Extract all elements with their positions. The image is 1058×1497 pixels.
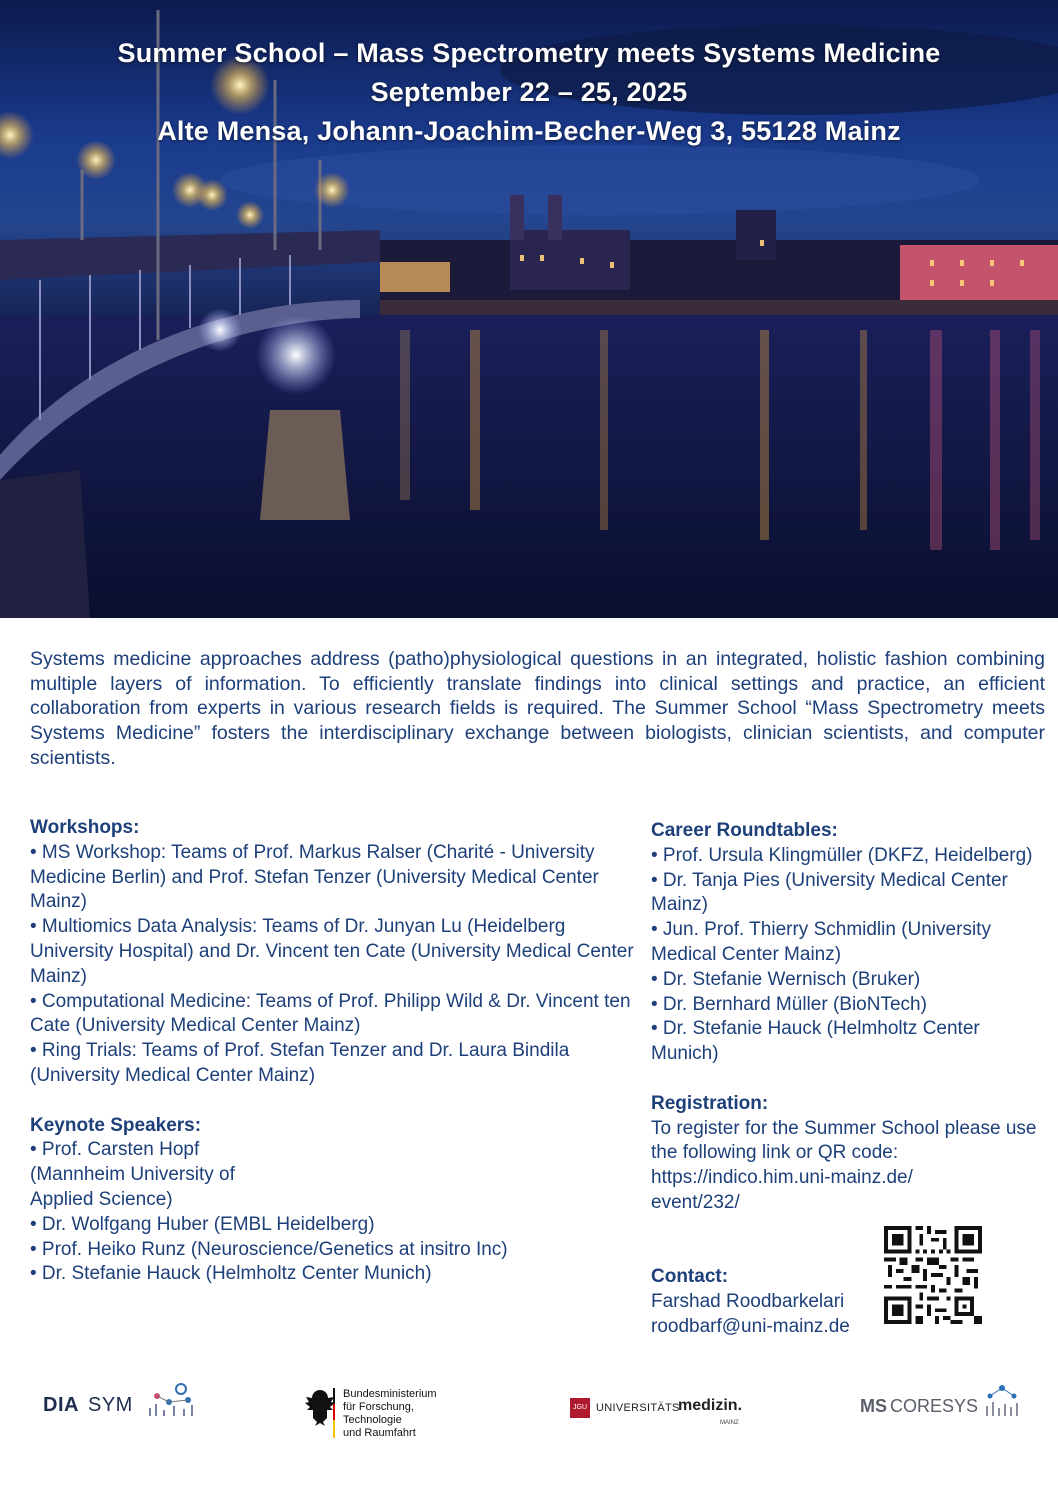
workshop-item: • Ring Trials: Teams of Prof. Stefan Tenzer and Dr. Laura Bindila (University Medical Center Mainz): [30, 1040, 570, 1086]
career-item: • Prof. Ursula Klingmüller (DKFZ, Heidelberg): [651, 844, 1033, 866]
bmftr-logo: [303, 1388, 473, 1438]
keynotes-heading: Keynote Speakers:: [30, 1114, 202, 1136]
church-tower-left: [510, 195, 524, 240]
career-heading: Career Roundtables:: [651, 820, 838, 841]
jgu-badge: JGU: [570, 1398, 590, 1418]
registration-link[interactable]: https://indico.him.uni-mainz.de/: [651, 1167, 913, 1189]
diasym-logo: DIA SYM: [43, 1382, 203, 1418]
career-item: • Jun. Prof. Thierry Schmidlin (University Medical Center Mainz): [651, 919, 991, 965]
career-item: • Dr. Bernhard Müller (BioNTech): [651, 993, 927, 1015]
bmftr-line1: Bundesministerium: [343, 1388, 437, 1400]
keynote-item: • Dr. Stefanie Hauck (Helmholtz Center Munich): [30, 1263, 432, 1285]
workshop-item: • Computational Medicine: Teams of Prof. Philipp Wild & Dr. Vincent ten Cate (University Medical Center Mainz): [30, 990, 631, 1037]
contact-email[interactable]: roodbarf@uni-mainz.de: [651, 1315, 850, 1337]
bridge-pier: [260, 410, 350, 520]
intro-paragraph: Systems medicine approaches address (patho)physiological questions in an integrated, holistic fashion combining multiple layers of information. To efficiently translate findings into clinical settings and practice, an efficient collaboration from experts in various research fields is required. The Summer School “Mass Spectrometry meets Systems Medicine” fosters the interdisciplinary exchange between biologists, clinician scientists, and computer scientists.: [30, 648, 1045, 769]
federal-eagle-icon: [303, 1388, 337, 1438]
keynote-item: • Dr. Wolfgang Huber (EMBL Heidelberg): [30, 1213, 375, 1235]
diasym-network-icon: [143, 1382, 198, 1418]
church-tower-right: [548, 195, 562, 240]
registration-heading: Registration:: [651, 1092, 769, 1114]
registration-link-cont[interactable]: event/232/: [651, 1191, 740, 1213]
career-item: • Dr. Stefanie Wernisch (Bruker): [651, 968, 921, 990]
workshop-item: • Multiomics Data Analysis: Teams of Dr. Junyan Lu (Heidelberg University Hospital) and Dr. Vincent ten Cate (University Medical Center Mainz): [30, 916, 634, 987]
contact-name: Farshad Roodbarkelari: [651, 1291, 845, 1313]
career-item: • Dr. Stefanie Hauck (Helmholtz Center Munich): [651, 1018, 980, 1065]
lit-palace: [900, 245, 1058, 300]
mscoresys-logo: MS CORESYS: [860, 1382, 1030, 1418]
bmftr-line3: und Raumfahrt: [343, 1427, 416, 1439]
hero-photo: [0, 0, 1058, 618]
event-dates: September 22 – 25, 2025: [370, 77, 688, 107]
bmftr-line2: für Forschung, Technologie: [343, 1401, 414, 1426]
unimedizin-mainz-logo: JGU UNIVERSITÄTS medizin. MAINZ: [570, 1398, 740, 1432]
keynote-item: • Prof. Carsten Hopf (Mannheim University of Applied Science): [30, 1139, 235, 1210]
keynote-item: • Prof. Heiko Runz (Neuroscience/Genetics at insitro Inc): [30, 1238, 508, 1260]
contact-heading: Contact:: [651, 1266, 729, 1288]
career-item: • Dr. Tanja Pies (University Medical Center Mainz): [651, 869, 1008, 916]
workshops-heading: Workshops:: [30, 817, 140, 838]
registration-text: To register for the Summer School please use the following link or QR code:: [651, 1117, 1037, 1164]
event-title: Summer School – Mass Spectrometry meets Systems Medicine: [117, 38, 941, 68]
registration-qr-code[interactable]: [882, 1226, 984, 1324]
left-column: [30, 816, 640, 1287]
workshop-item: • MS Workshop: Teams of Prof. Markus Ralser (Charité - University Medicine Berlin) and Prof. Stefan Tenzer (University Medical Center Mainz): [30, 841, 599, 913]
mscoresys-network-icon: [982, 1382, 1022, 1418]
event-venue: Alte Mensa, Johann-Joachim-Becher-Weg 3, 55128 Mainz: [157, 116, 901, 146]
